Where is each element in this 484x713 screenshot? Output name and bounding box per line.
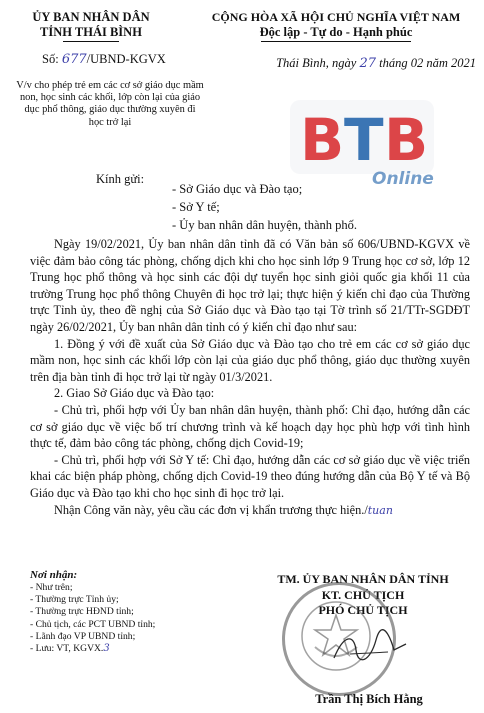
noi-nhan-item: - Thường trực HĐND tỉnh; bbox=[30, 606, 134, 618]
issuer-underline bbox=[63, 41, 119, 42]
recipient-item: - Ủy ban nhân dân huyện, thành phố. bbox=[172, 218, 358, 232]
issuer-block bbox=[14, 10, 168, 42]
handwritten-signature-icon bbox=[330, 628, 410, 668]
noi-nhan-title: Nơi nhận: bbox=[30, 569, 78, 581]
closing-text: Nhận Công văn này, yêu cầu các đơn vị khẩn trương thực hiện./ bbox=[54, 502, 368, 517]
issuer-line2: TỈNH THÁI BÌNH bbox=[40, 25, 142, 39]
signer-name: Trần Thị Bích Hằng bbox=[315, 692, 423, 706]
issue-date bbox=[232, 56, 476, 71]
document-number bbox=[42, 52, 192, 67]
recipient-item: - Sở Y tế; bbox=[172, 200, 220, 214]
recipient-list bbox=[172, 180, 472, 234]
point-1-paragraph: 1. Đồng ý với đề xuất của Sở Giáo dục và Đào tạo cho trẻ em các cơ sở giáo dục mầm non, học sinh các khối lớp còn lại của giáo dục phổ thông, giáo dục thường xuyên trên địa bàn tỉnh đi học trở lại từ ngày 01/3/2021. bbox=[30, 336, 470, 384]
date-suffix: tháng 02 năm 2021 bbox=[379, 56, 476, 70]
doc-number-handwritten: 677 bbox=[61, 52, 87, 67]
subject-line: V/v cho phép trẻ em các cơ sở giáo dục mầm non, học sinh các khối, lớp còn lại của giáo dục phổ thông, giáo dục thường xuyên đi học trở lại bbox=[16, 80, 204, 128]
motto: Độc lập - Tự do - Hạnh phúc bbox=[259, 25, 413, 39]
salutation: Kính gửi: bbox=[96, 172, 145, 186]
country-name: CỘNG HÒA XÃ HỘI CHỦ NGHĨA VIỆT NAM bbox=[211, 10, 461, 24]
noi-nhan-item: - Như trên; bbox=[30, 582, 73, 593]
signature-line3: PHÓ CHỦ TỊCH bbox=[318, 603, 408, 617]
btb-online-label: Online bbox=[372, 169, 434, 189]
noi-nhan-item: - Lãnh đạo VP UBND tỉnh; bbox=[30, 630, 136, 642]
motto-underline bbox=[261, 41, 411, 42]
noi-nhan-list bbox=[30, 582, 210, 655]
date-day-handwritten: 27 bbox=[359, 56, 376, 71]
doc-number-suffix: /UBND-KGVX bbox=[86, 52, 166, 66]
point-2a-paragraph: - Chủ trì, phối hợp với Ủy ban nhân dân huyện, thành phố: Chỉ đạo, hướng dẫn các cơ sở giáo dục về việc bố trí chương trình và kế hoạch dạy học phù hợp với tình hình thực tế, đảm bảo công tác phòng, chống dịch Covid-19; bbox=[30, 402, 470, 451]
noi-nhan-item: - Chủ tịch, các PCT UBND tỉnh; bbox=[30, 618, 156, 630]
intro-paragraph: Ngày 19/02/2021, Ủy ban nhân dân tỉnh đã có Văn bản số 606/UBND-KGVX về việc đảm bảo công tác phòng, chống dịch khi cho học sinh lớp 9 Trung học cơ sở, lớp 12 Trung học phổ thông và học sinh các đội dự tuyển học sinh giỏi quốc gia khối 11 của trường Trung học phổ thông Chuyên đi học trở lại; thực hiện ý kiến chỉ đạo của Thường trực Tỉnh ủy, theo đề nghị của Sở Giáo dục và Đào tạo tại Tờ trình số 21/TTr-SGDĐT ngày 26/02/2021, Ủy ban nhân dân tỉnh có ý kiến chỉ đạo như sau: bbox=[30, 237, 470, 334]
closing-paragraph bbox=[30, 502, 470, 520]
btb-letter-t: T bbox=[344, 106, 384, 174]
national-motto-block bbox=[196, 10, 476, 42]
letter-body bbox=[30, 236, 470, 519]
doc-number-prefix: Số: bbox=[42, 52, 59, 66]
date-prefix: Thái Bình, ngày bbox=[276, 56, 357, 70]
issuer-line1: ỦY BAN NHÂN DÂN bbox=[32, 10, 150, 24]
noi-nhan-item bbox=[30, 643, 210, 655]
noi-nhan-item: - Thường trực Tỉnh ủy; bbox=[30, 594, 119, 606]
signature-line2: KT. CHỦ TỊCH bbox=[321, 587, 405, 602]
btb-letter-b1: B bbox=[300, 106, 345, 174]
noi-nhan-luu-initial: 3 bbox=[103, 643, 110, 655]
noi-nhan-block bbox=[30, 568, 210, 655]
point-2-heading: 2. Giao Sở Giáo dục và Đào tạo: bbox=[54, 386, 215, 401]
closing-initial: tuan bbox=[367, 503, 393, 517]
btb-letter-b2: B bbox=[384, 106, 429, 174]
noi-nhan-luu: - Lưu: VT, KGVX. bbox=[30, 643, 104, 655]
signature-line1: TM. ỦY BAN NHÂN DÂN TỈNH bbox=[277, 572, 449, 586]
recipient-item: - Sở Giáo dục và Đào tạo; bbox=[172, 182, 303, 196]
point-2b-paragraph: - Chủ trì, phối hợp với Sở Y tế: Chỉ đạo, hướng dẫn các cơ sở giáo dục về việc triển khai các biện pháp phòng, chống dịch Covid-19 theo đúng hướng dẫn của Bộ Y tế và Bộ Giáo dục và Đào tạo khi cho học sinh đi học trở lại. bbox=[30, 452, 470, 500]
